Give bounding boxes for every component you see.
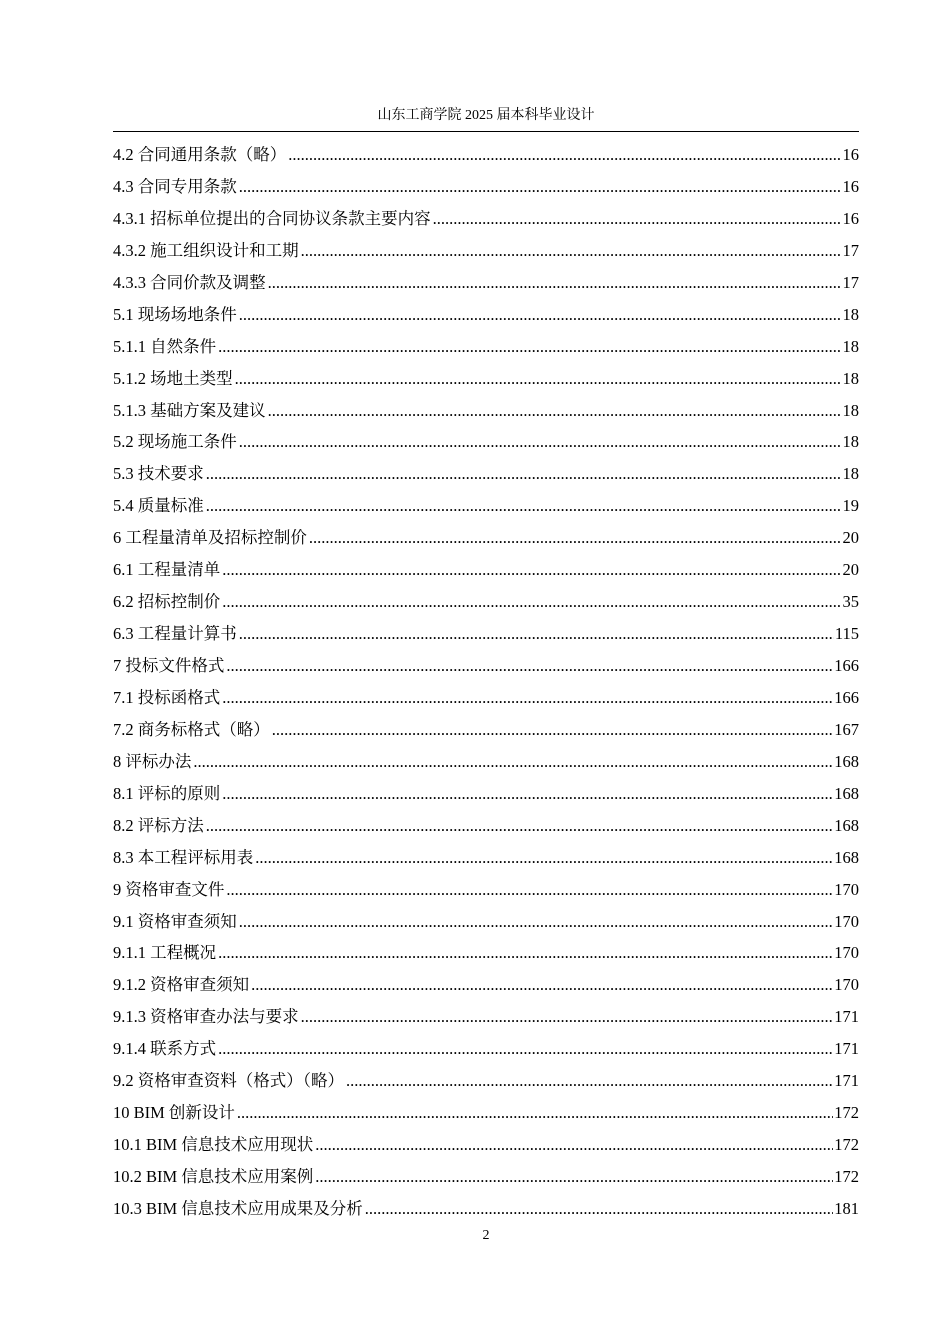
toc-entry-page: 172 <box>834 1167 859 1186</box>
toc-entry[interactable] <box>113 1161 859 1193</box>
toc-entry-page: 170 <box>834 911 859 931</box>
toc-dot-leader <box>315 1161 833 1193</box>
toc-entry[interactable] <box>113 139 859 171</box>
toc-entry-page: 170 <box>834 975 859 995</box>
toc-entry[interactable] <box>113 1033 859 1065</box>
toc-entry-page: 167 <box>834 719 859 739</box>
toc-dot-leader <box>226 650 833 682</box>
toc-entry-page: 181 <box>834 1198 859 1218</box>
toc-entry[interactable] <box>113 1065 859 1097</box>
toc-entry-page: 168 <box>834 751 859 771</box>
toc-entry[interactable] <box>113 267 859 299</box>
toc-entry-page: 172 <box>834 1135 859 1155</box>
toc-entry-title: 9.1.2 资格审查须知 <box>113 975 250 995</box>
toc-entry[interactable] <box>113 1001 859 1033</box>
toc-entry[interactable] <box>113 363 859 395</box>
toc-dot-leader <box>346 1065 833 1097</box>
toc-entry-page: 115 <box>834 624 859 644</box>
toc-entry[interactable] <box>113 490 859 522</box>
toc-dot-leader <box>433 203 842 235</box>
toc-entry[interactable] <box>113 1129 859 1161</box>
toc-entry-page: 168 <box>834 847 859 867</box>
toc-entry[interactable] <box>113 778 859 810</box>
toc-entry-title: 5.1.2 场地土类型 <box>113 368 233 388</box>
toc-entry-page: 166 <box>834 656 859 675</box>
toc-dot-leader <box>239 906 834 938</box>
toc-dot-leader <box>315 1129 833 1161</box>
toc-entry[interactable] <box>113 969 859 1001</box>
toc-dot-leader <box>239 299 842 331</box>
toc-entry-page: 16 <box>842 145 859 164</box>
toc-entry-title: 10.3 BIM 信息技术应用成果及分析 <box>113 1198 363 1218</box>
toc-entry-title: 4.3.2 施工组织设计和工期 <box>113 240 299 260</box>
toc-dot-leader <box>222 682 833 714</box>
toc-dot-leader <box>309 522 842 554</box>
toc-entry-title: 5.4 质量标准 <box>113 496 204 516</box>
toc-entry-title: 9.1.4 联系方式 <box>113 1039 217 1059</box>
toc-entry-page: 166 <box>834 687 859 707</box>
toc-entry[interactable] <box>113 458 859 490</box>
toc-dot-leader <box>239 426 842 458</box>
toc-entry-page: 18 <box>842 336 859 356</box>
toc-entry[interactable] <box>113 842 859 874</box>
toc-entry-page: 17 <box>842 272 859 292</box>
toc-entry-page: 18 <box>842 432 859 452</box>
toc-entry-title: 6.2 招标控制价 <box>113 592 221 612</box>
toc-entry-page: 171 <box>834 1039 859 1059</box>
toc-entry-title: 10.1 BIM 信息技术应用现状 <box>113 1135 314 1155</box>
toc-entry[interactable] <box>113 906 859 938</box>
toc-dot-leader <box>206 810 834 842</box>
toc-entry[interactable] <box>113 1193 859 1225</box>
toc-entry[interactable] <box>113 1097 859 1129</box>
toc-entry-page: 18 <box>842 464 859 484</box>
toc-entry-page: 168 <box>834 783 859 803</box>
toc-entry-title: 6.1 工程量清单 <box>113 560 221 580</box>
toc-entry-page: 18 <box>842 400 859 420</box>
toc-entry-title: 9.1.1 工程概况 <box>113 943 217 963</box>
toc-entry-title: 10 BIM 创新设计 <box>113 1103 235 1123</box>
toc-dot-leader <box>226 874 833 906</box>
toc-entry-title: 4.3.1 招标单位提出的合同协议条款主要内容 <box>113 208 431 228</box>
toc-entry[interactable] <box>113 874 859 906</box>
toc-dot-leader <box>301 235 842 267</box>
page-header <box>113 106 859 132</box>
toc-entry-title: 9.2 资格审查资料（格式）（略） <box>113 1071 344 1091</box>
toc-dot-leader <box>239 618 834 650</box>
toc-entry[interactable] <box>113 331 859 363</box>
toc-entry-title: 6.3 工程量计算书 <box>113 624 237 644</box>
toc-entry[interactable] <box>113 235 859 267</box>
toc-entry-page: 171 <box>834 1007 859 1027</box>
toc-entry-page: 16 <box>842 176 859 196</box>
toc-dot-leader <box>301 1001 834 1033</box>
toc-entry[interactable] <box>113 682 859 714</box>
toc-dot-leader <box>218 937 833 969</box>
toc-entry-title: 5.1.1 自然条件 <box>113 336 217 356</box>
toc-dot-leader <box>222 778 833 810</box>
toc-entry[interactable] <box>113 171 859 203</box>
toc-dot-leader <box>222 554 841 586</box>
toc-dot-leader <box>193 746 833 778</box>
toc-entry-title: 4.2 合同通用条款（略） <box>113 145 287 164</box>
toc-entry[interactable] <box>113 586 859 618</box>
toc-entry-title: 9 资格审查文件 <box>113 879 225 899</box>
toc-entry-title: 4.3.3 合同价款及调整 <box>113 272 266 292</box>
toc-entry-page: 171 <box>834 1071 859 1091</box>
toc-entry[interactable] <box>113 618 859 650</box>
toc-dot-leader <box>268 395 842 427</box>
toc-entry-page: 18 <box>842 304 859 324</box>
toc-dot-leader <box>239 171 842 203</box>
toc-entry[interactable] <box>113 937 859 969</box>
toc-entry[interactable] <box>113 554 859 586</box>
toc-entry-page: 170 <box>834 943 859 963</box>
toc-entry-title: 5.1 现场场地条件 <box>113 304 237 324</box>
header-title: 山东工商学院 2025 届本科毕业设计 <box>377 108 595 123</box>
toc-entry-title: 8 评标办法 <box>113 751 192 771</box>
table-of-contents <box>113 139 859 1225</box>
toc-entry[interactable] <box>113 395 859 427</box>
toc-entry-page: 172 <box>834 1103 859 1123</box>
toc-entry[interactable] <box>113 746 859 778</box>
toc-dot-leader <box>255 842 833 874</box>
toc-entry-title: 9.1 资格审查须知 <box>113 911 237 931</box>
toc-entry-page: 20 <box>842 528 859 548</box>
toc-entry[interactable] <box>113 650 859 682</box>
toc-entry-title: 6 工程量清单及招标控制价 <box>113 528 307 548</box>
page-number: 2 <box>482 1228 490 1243</box>
toc-entry-page: 20 <box>842 560 859 580</box>
toc-entry-title: 5.1.3 基础方案及建议 <box>113 400 266 420</box>
toc-entry-title: 5.3 技术要求 <box>113 464 204 484</box>
toc-dot-leader <box>237 1097 833 1129</box>
toc-entry-title: 8.2 评标方法 <box>113 815 204 835</box>
toc-entry[interactable] <box>113 299 859 331</box>
toc-dot-leader <box>222 586 841 618</box>
toc-dot-leader <box>365 1193 833 1225</box>
toc-entry[interactable] <box>113 426 859 458</box>
toc-dot-leader <box>218 331 841 363</box>
toc-entry[interactable] <box>113 810 859 842</box>
toc-entry-page: 35 <box>842 592 859 612</box>
toc-dot-leader <box>268 267 842 299</box>
toc-entry-page: 18 <box>842 368 859 388</box>
toc-dot-leader <box>206 458 842 490</box>
toc-entry-title: 5.2 现场施工条件 <box>113 432 237 452</box>
toc-entry[interactable] <box>113 203 859 235</box>
toc-dot-leader <box>218 1033 833 1065</box>
toc-entry-title: 8.3 本工程评标用表 <box>113 847 254 867</box>
toc-entry-page: 19 <box>842 496 859 516</box>
toc-dot-leader <box>251 969 833 1001</box>
toc-entry-page: 170 <box>834 879 859 899</box>
toc-entry-title: 9.1.3 资格审查办法与要求 <box>113 1007 299 1027</box>
toc-entry-title: 7 投标文件格式 <box>113 656 225 675</box>
toc-dot-leader <box>288 139 841 171</box>
toc-entry-page: 17 <box>842 240 859 260</box>
toc-entry-title: 7.1 投标函格式 <box>113 687 221 707</box>
toc-entry-title: 7.2 商务标格式（略） <box>113 719 270 739</box>
toc-dot-leader <box>235 363 842 395</box>
toc-entry-page: 168 <box>834 815 859 835</box>
toc-entry-title: 8.1 评标的原则 <box>113 783 221 803</box>
toc-entry[interactable] <box>113 714 859 746</box>
toc-entry-page: 16 <box>842 208 859 228</box>
toc-dot-leader <box>272 714 834 746</box>
toc-dot-leader <box>206 490 842 522</box>
toc-entry[interactable] <box>113 522 859 554</box>
toc-entry-title: 4.3 合同专用条款 <box>113 176 237 196</box>
toc-entry-title: 10.2 BIM 信息技术应用案例 <box>113 1167 314 1186</box>
